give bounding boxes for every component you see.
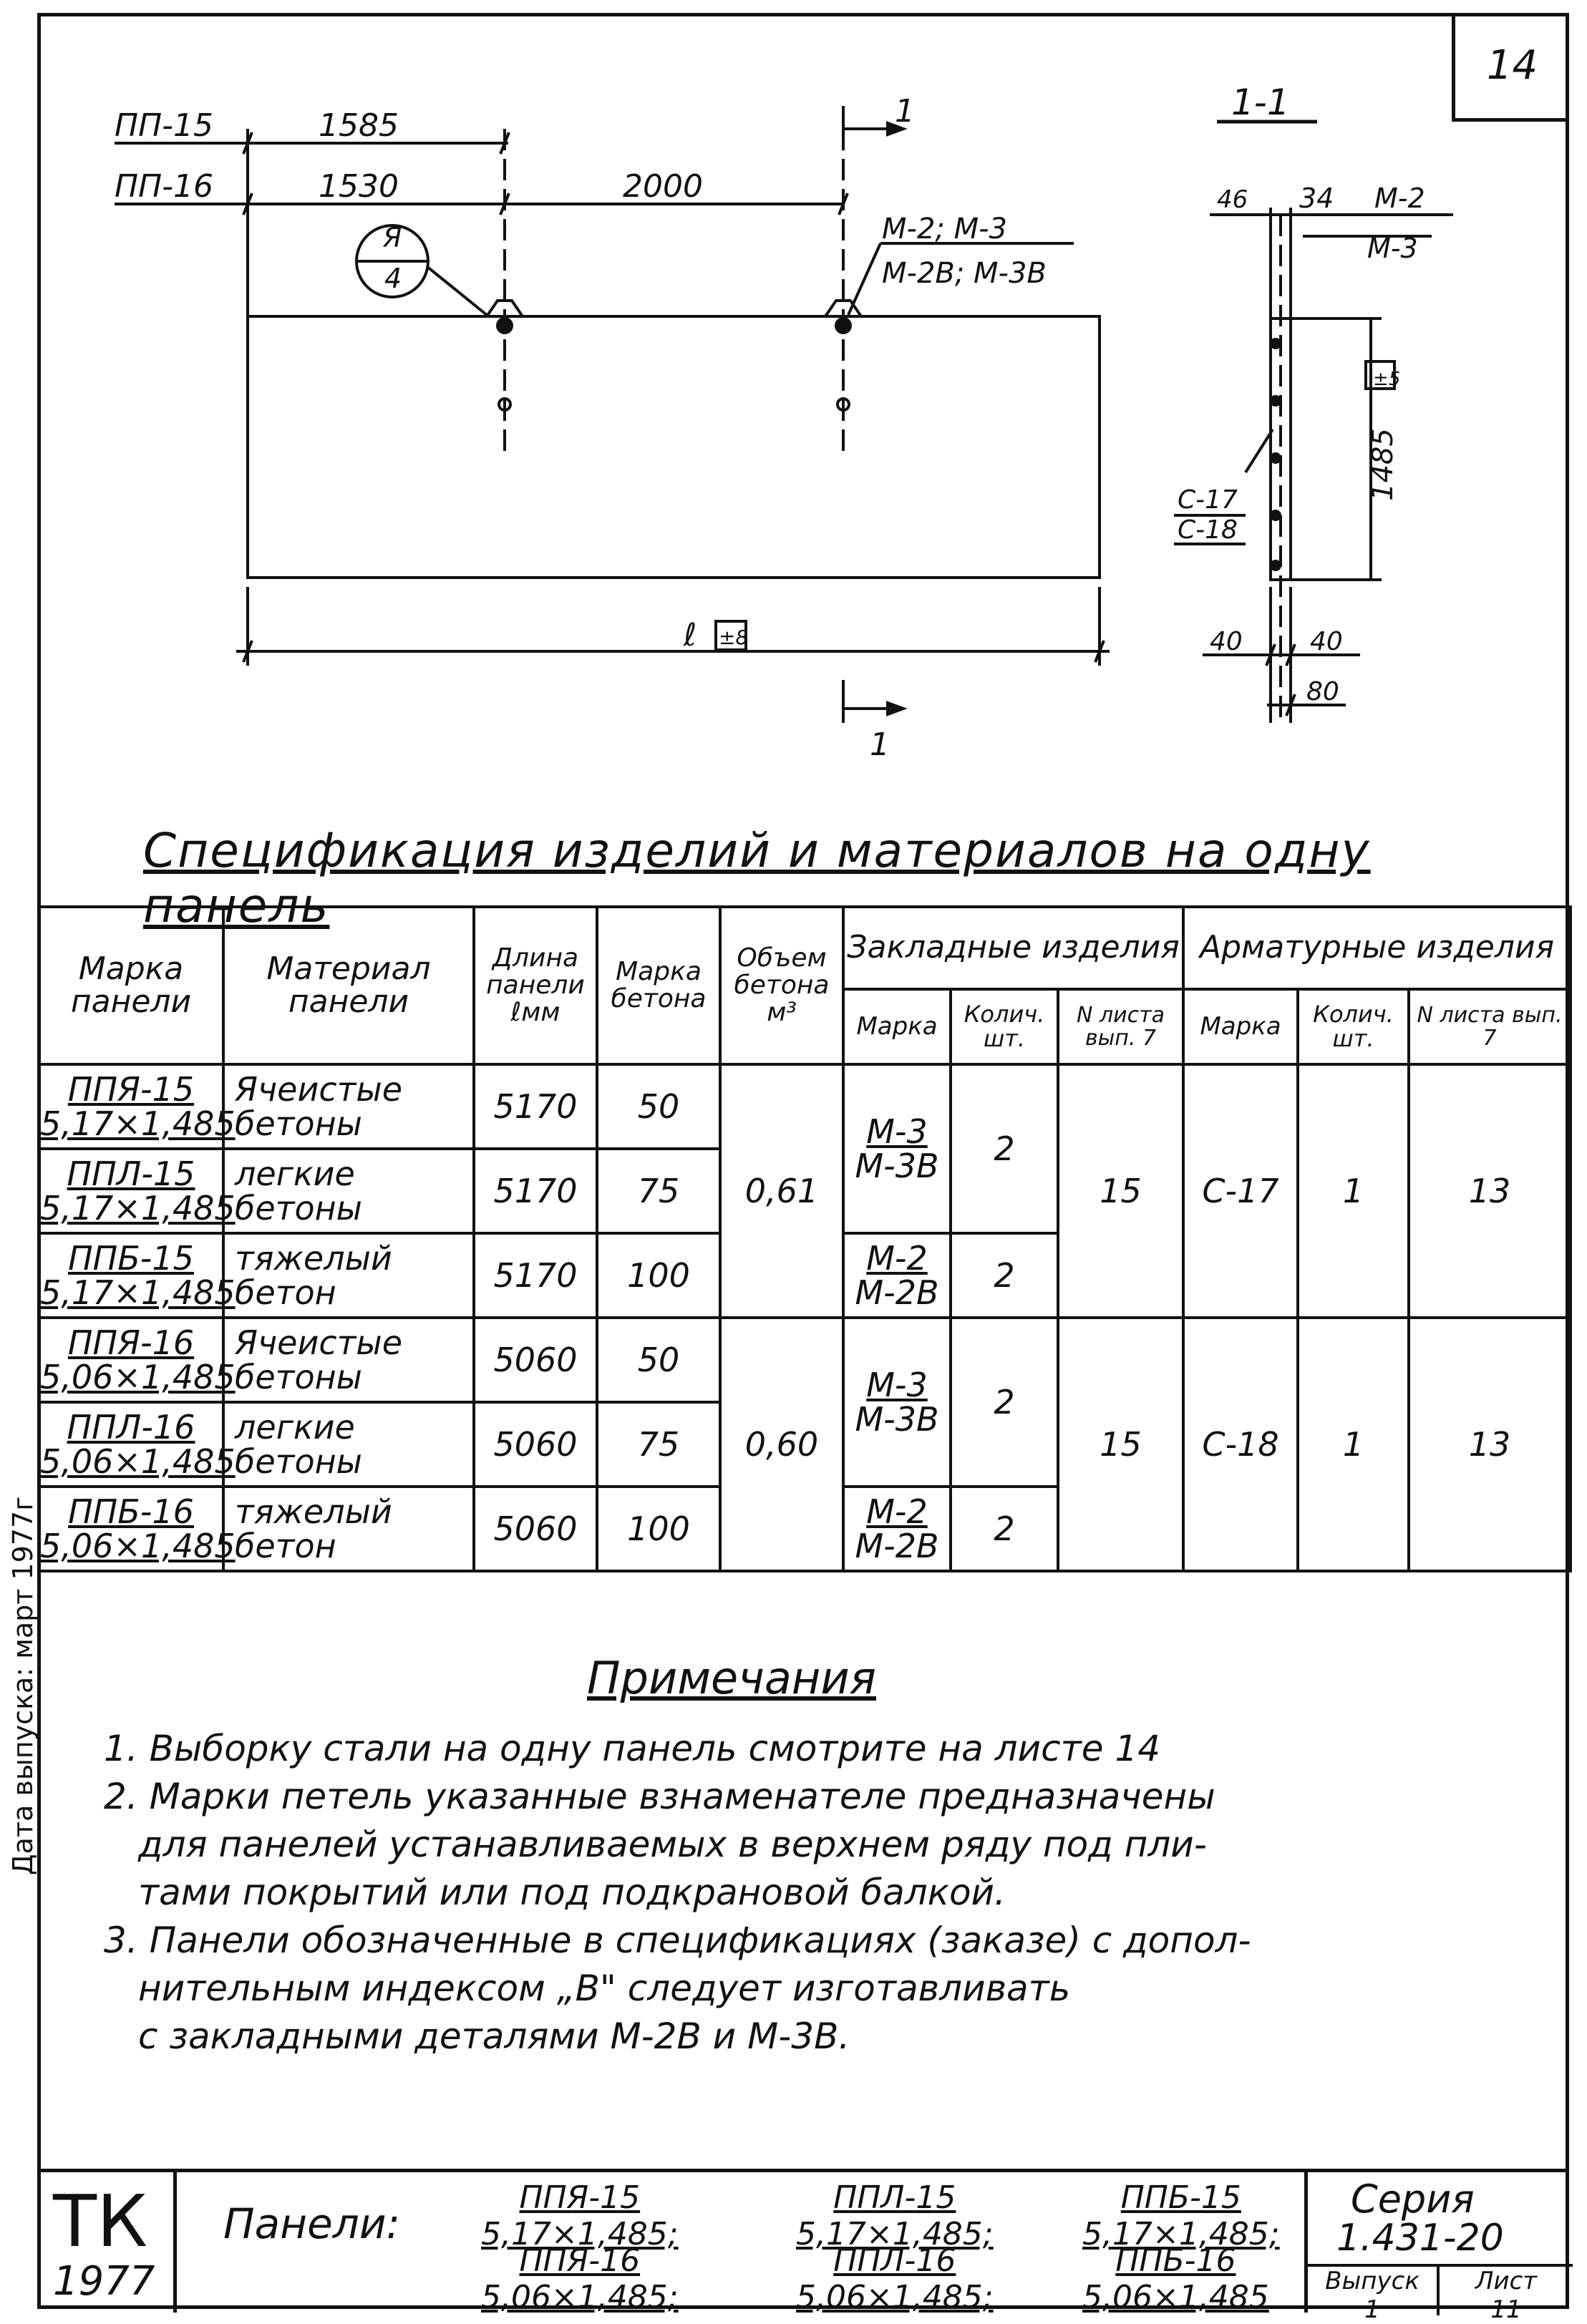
hdr-length: Длина панели ℓмм xyxy=(474,907,597,1064)
group1-emb-b-mark2: М-2В xyxy=(855,1273,939,1312)
group1-emb-sheet: 15 xyxy=(1058,1064,1183,1318)
row-size: 5,17×1,485 xyxy=(40,1273,236,1312)
hdr-embedded: Закладные изделия xyxy=(843,907,1183,989)
sheet-cell xyxy=(1440,2267,1573,2324)
row-material: легкие бетоны xyxy=(223,1402,474,1487)
group1-arm-mark: С-17 xyxy=(1183,1064,1298,1318)
callout-top: Я xyxy=(383,222,402,253)
sec-m2: М-2 xyxy=(1374,183,1425,214)
series-label: Серия xyxy=(1351,2177,1475,2222)
group2-arm-qty: 1 xyxy=(1298,1318,1409,1571)
hdr-arm-mark: Марка xyxy=(1183,989,1298,1064)
row-length: 5170 xyxy=(474,1064,597,1149)
row-material: Ячеистые бетоны xyxy=(223,1318,474,1402)
dim-1585: 1585 xyxy=(319,107,399,144)
dim-2000: 2000 xyxy=(623,168,703,205)
sec-dim-40b: 40 xyxy=(1310,627,1343,656)
stamp-panel: ППЯ-16 5,06×1,485; xyxy=(481,2242,679,2315)
stamp-label: Панели: xyxy=(223,2199,401,2248)
row-mark: ППБ-15 xyxy=(68,1238,194,1278)
row-grade: 75 xyxy=(597,1149,720,1233)
series-box xyxy=(1304,2172,1573,2324)
sec-dim-46: 46 xyxy=(1217,185,1248,214)
row-size: 5,06×1,485 xyxy=(40,1442,236,1481)
row-grade: 50 xyxy=(597,1318,720,1402)
group1-emb-a-mark1: М-3 xyxy=(866,1112,928,1151)
row-grade: 50 xyxy=(597,1064,720,1149)
issue-cell xyxy=(1308,2267,1440,2324)
group2-volume: 0,60 xyxy=(720,1318,843,1571)
group1-emb-a-mark2: М-3В xyxy=(855,1147,939,1185)
group2-emb-a-mark1: М-3 xyxy=(866,1365,928,1404)
hdr-arm-sheet: N листа вып. 7 xyxy=(1409,989,1571,1064)
release-date-text: Дата выпуска: март 1977г xyxy=(7,1496,39,1875)
table-row xyxy=(39,1318,1571,1402)
note-line: для панелей устанавливаемых в верхнем ряду под пли- xyxy=(138,1824,1207,1865)
row-mark: ППЛ-15 xyxy=(67,1154,195,1193)
group2-arm-sheet: 13 xyxy=(1409,1318,1571,1571)
row-length: 5060 xyxy=(474,1402,597,1487)
sheet-label: Лист xyxy=(1475,2267,1538,2295)
sec-c18: С-18 xyxy=(1178,515,1238,545)
stamp-panel: ППЯ-15 5,17×1,485; xyxy=(481,2179,679,2252)
row-grade: 100 xyxy=(597,1487,720,1571)
row-size: 5,06×1,485 xyxy=(40,1527,236,1565)
row-grade: 100 xyxy=(597,1233,720,1318)
panel-outline xyxy=(248,316,1100,578)
dim-1530: 1530 xyxy=(319,168,399,205)
row-size: 5,17×1,485 xyxy=(40,1189,236,1227)
hdr-volume: Объем бетона м³ xyxy=(720,907,843,1064)
note-line: 2. Марки петель указанные взнаменателе предназначены xyxy=(104,1776,1215,1817)
sec-m3: М-3 xyxy=(1367,233,1418,264)
row-mark: ППБ-16 xyxy=(68,1492,194,1531)
notes-title: Примечания xyxy=(587,1652,876,1704)
stamp-panel: ППЛ-15 5,17×1,485; xyxy=(796,2179,994,2252)
callout-bottom: 4 xyxy=(384,263,402,294)
row-grade: 75 xyxy=(597,1402,720,1487)
stamp-panel: ППБ-15 5,17×1,485; xyxy=(1082,2179,1280,2252)
issue-sheet-grid xyxy=(1308,2264,1573,2324)
mark-pp15: ПП-15 xyxy=(115,107,214,144)
note-line: с закладными деталями М-2В и М-3В. xyxy=(138,2016,850,2057)
row-material: тяжелый бетон xyxy=(223,1233,474,1318)
sec-height: 1485 xyxy=(1367,428,1399,501)
length-tolerance: ±8 xyxy=(719,626,749,649)
sec-dim-40a: 40 xyxy=(1210,627,1243,656)
hdr-emb-sheet: N листа вып. 7 xyxy=(1058,989,1183,1064)
sec-c17: С-17 xyxy=(1178,485,1238,515)
logo-year: 1977 xyxy=(53,2258,155,2305)
stamp-panel: ППЛ-16 5,06×1,485; xyxy=(796,2242,994,2315)
spec-title: Спецификация изделий и материалов на одну панель xyxy=(143,823,1371,933)
sec-dim-34: 34 xyxy=(1299,183,1334,214)
group2-arm-mark: С-18 xyxy=(1183,1318,1298,1571)
group2-emb-b-qty: 2 xyxy=(951,1487,1058,1571)
title-block xyxy=(37,2169,1569,2324)
row-size: 5,06×1,485 xyxy=(40,1358,236,1396)
group1-emb-a-qty: 2 xyxy=(951,1064,1058,1233)
note-line: 1. Выборку стали на одну панель смотрите на листе 14 xyxy=(104,1728,1161,1769)
group2-emb-sheet: 15 xyxy=(1058,1318,1183,1571)
logo-text: ТК xyxy=(53,2179,148,2263)
section-mark-bottom: 1 xyxy=(870,726,890,763)
row-mark: ППЯ-16 xyxy=(67,1323,195,1362)
note-line: тами покрытий или под подкрановой балкой. xyxy=(138,1872,1006,1913)
note-line: 3. Панели обозначенные в спецификациях (заказе) с допол- xyxy=(104,1920,1251,1961)
section-title: 1-1 xyxy=(1231,82,1290,123)
row-length: 5170 xyxy=(474,1233,597,1318)
row-mark: ППЯ-15 xyxy=(67,1069,195,1109)
sec-dim-80: 80 xyxy=(1306,677,1339,706)
row-material: тяжелый бетон xyxy=(223,1487,474,1571)
row-material: легкие бетоны xyxy=(223,1149,474,1233)
hdr-arm-qty: Колич. шт. xyxy=(1298,989,1409,1064)
series-value: 1.431-20 xyxy=(1336,2217,1504,2260)
issue-value: 1 xyxy=(1364,2295,1380,2324)
hdr-mark: Марка панели xyxy=(39,907,223,1064)
group1-emb-b-mark1: М-2 xyxy=(866,1238,928,1278)
group2-emb-a-mark2: М-3В xyxy=(855,1400,939,1439)
notes xyxy=(104,1725,1464,2061)
stamp-logo xyxy=(37,2172,177,2313)
loop-marks-1: М-2; М-3 xyxy=(882,213,1007,245)
sheet-number: 14 xyxy=(1452,13,1569,122)
row-size: 5,17×1,485 xyxy=(40,1104,236,1143)
hdr-reinforcement: Арматурные изделия xyxy=(1183,907,1571,989)
group2-emb-b-mark2: М-2В xyxy=(855,1527,939,1565)
row-length: 5060 xyxy=(474,1318,597,1402)
sheet-value: 11 xyxy=(1490,2295,1522,2324)
hdr-material: Материал панели xyxy=(223,907,474,1064)
row-mark: ППЛ-16 xyxy=(67,1407,195,1447)
group1-volume: 0,61 xyxy=(720,1064,843,1318)
spec-table xyxy=(37,905,1572,1572)
row-length: 5170 xyxy=(474,1149,597,1233)
mark-pp16: ПП-16 xyxy=(115,168,214,205)
hdr-concrete-grade: Марка бетона xyxy=(597,907,720,1064)
row-length: 5060 xyxy=(474,1487,597,1571)
issue-label: Выпуск xyxy=(1325,2267,1419,2295)
group2-emb-b-mark1: М-2 xyxy=(866,1492,928,1531)
note-line: нительным индексом „В" следует изготавливать xyxy=(138,1968,1071,2009)
section-body xyxy=(1271,319,1291,580)
sec-height-tol: ±5 xyxy=(1373,369,1401,390)
panel-drawing xyxy=(0,0,1587,809)
group1-arm-sheet: 13 xyxy=(1409,1064,1571,1318)
group1-emb-b-qty: 2 xyxy=(951,1233,1058,1318)
loop-marks-2: М-2В; М-3В xyxy=(882,257,1047,290)
row-material: Ячеистые бетоны xyxy=(223,1064,474,1149)
stamp-panel: ППБ-16 5,06×1,485 xyxy=(1082,2242,1269,2315)
group1-arm-qty: 1 xyxy=(1298,1064,1409,1318)
section-mark-top: 1 xyxy=(895,93,915,130)
length-label: ℓ xyxy=(684,617,697,653)
hdr-emb-mark: Марка xyxy=(843,989,951,1064)
table-row xyxy=(39,1064,1571,1149)
group2-emb-a-qty: 2 xyxy=(951,1318,1058,1487)
hdr-emb-qty: Колич. шт. xyxy=(951,989,1058,1064)
